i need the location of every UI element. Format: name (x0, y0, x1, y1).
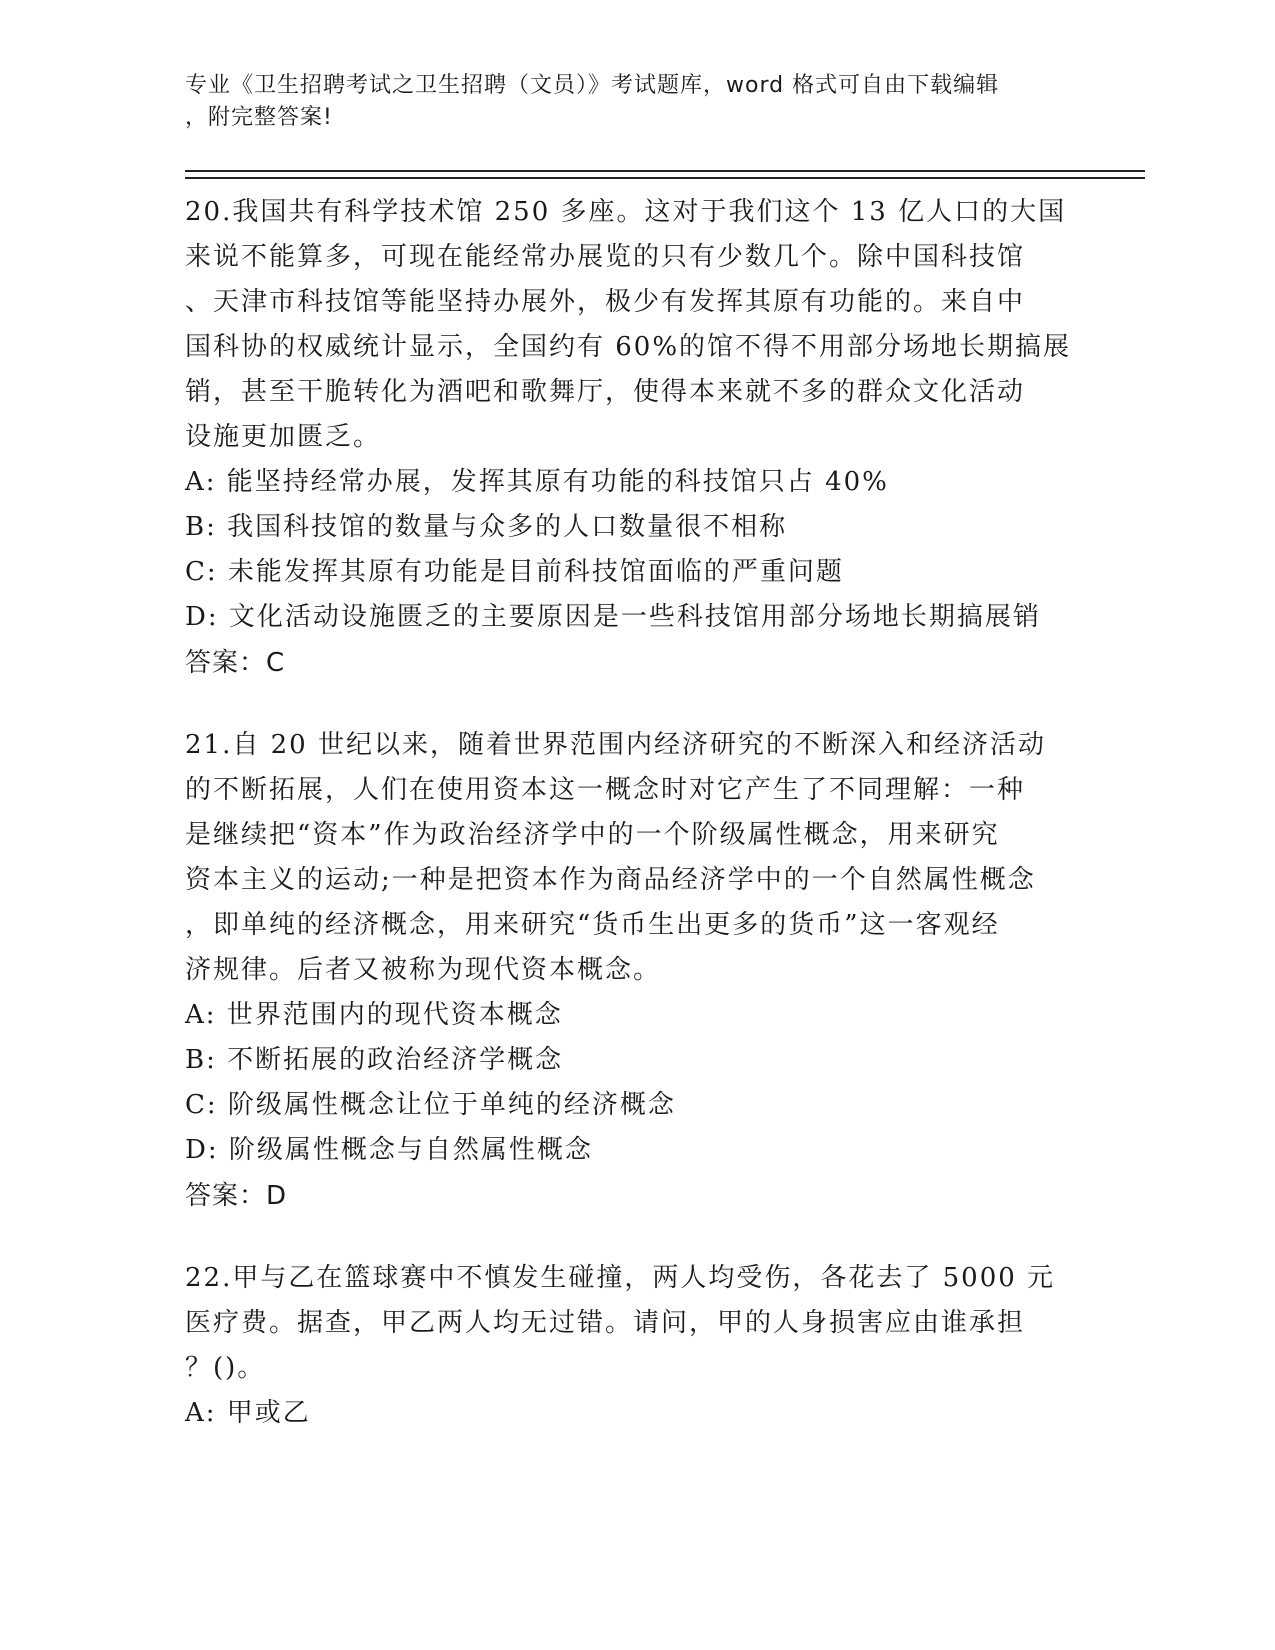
option-c: C: 阶级属性概念让位于单纯的经济概念 (185, 1090, 676, 1120)
question-stem (185, 1256, 1075, 1391)
option-d: D: 文化活动设施匮乏的主要原因是一些科技馆用部分场地长期搞展销 (185, 602, 1041, 632)
option-a: A: 甲或乙 (185, 1398, 311, 1428)
stem-line: 济规律。后者又被称为现代资本概念。 (185, 955, 662, 985)
question-stem (185, 723, 1075, 993)
stem-line: 、天津市科技馆等能坚持办展外，极少有发挥其原有功能的。来自中 (185, 287, 1026, 317)
question-22 (185, 1256, 1075, 1436)
stem-line: 22.甲与乙在篮球赛中不慎发生碰撞，两人均受伤，各花去了 5000 元 (185, 1263, 1056, 1293)
stem-line: 设施更加匮乏。 (185, 422, 382, 452)
header-divider-bottom (185, 177, 1145, 179)
stem-line: 来说不能算多，可现在能经常办展览的只有少数几个。除中国科技馆 (185, 242, 1026, 272)
option-a: A: 能坚持经常办展，发挥其原有功能的科技馆只占 40% (185, 467, 889, 497)
option-a: A: 世界范围内的现代资本概念 (185, 1000, 563, 1030)
stem-line: ？()。 (185, 1353, 266, 1383)
option-c: C: 未能发挥其原有功能是目前科技馆面临的严重问题 (185, 557, 844, 587)
header-line-2: ，附完整答案! (185, 105, 333, 130)
question-list (185, 190, 1075, 1473)
stem-line: ，即单纯的经济概念，用来研究“货币生出更多的货币”这一客观经 (185, 910, 1000, 940)
option-d: D: 阶级属性概念与自然属性概念 (185, 1135, 593, 1165)
stem-line: 资本主义的运动;一种是把资本作为商品经济学中的一个自然属性概念 (185, 865, 1036, 895)
stem-line: 国科协的权威统计显示，全国约有 60%的馆不得不用部分场地长期搞展 (185, 332, 1072, 362)
stem-line: 医疗费。据查，甲乙两人均无过错。请问，甲的人身损害应由谁承担 (185, 1308, 1026, 1338)
option-b: B: 不断拓展的政治经济学概念 (185, 1045, 564, 1075)
header-line-1: 专业《卫生招聘考试之卫生招聘（文员）》考试题库，word 格式可自由下载编辑 (185, 73, 1000, 98)
question-20 (185, 190, 1075, 686)
question-stem (185, 190, 1075, 460)
answer-line: 答案：D (185, 1181, 288, 1211)
stem-line: 是继续把“资本”作为政治经济学中的一个阶级属性概念，用来研究 (185, 820, 1000, 850)
stem-line: 21.自 20 世纪以来，随着世界范围内经济研究的不断深入和经济活动 (185, 730, 1046, 760)
stem-line: 的不断拓展，人们在使用资本这一概念时对它产生了不同理解：一种 (185, 775, 1026, 805)
header-divider-top (185, 170, 1145, 172)
answer-line: 答案：C (185, 648, 286, 678)
stem-line: 20.我国共有科学技术馆 250 多座。这对于我们这个 13 亿人口的大国 (185, 197, 1067, 227)
question-21 (185, 723, 1075, 1219)
stem-line: 销，甚至干脆转化为酒吧和歌舞厅，使得本来就不多的群众文化活动 (185, 377, 1026, 407)
document-header (185, 70, 1065, 134)
option-b: B: 我国科技馆的数量与众多的人口数量很不相称 (185, 512, 788, 542)
